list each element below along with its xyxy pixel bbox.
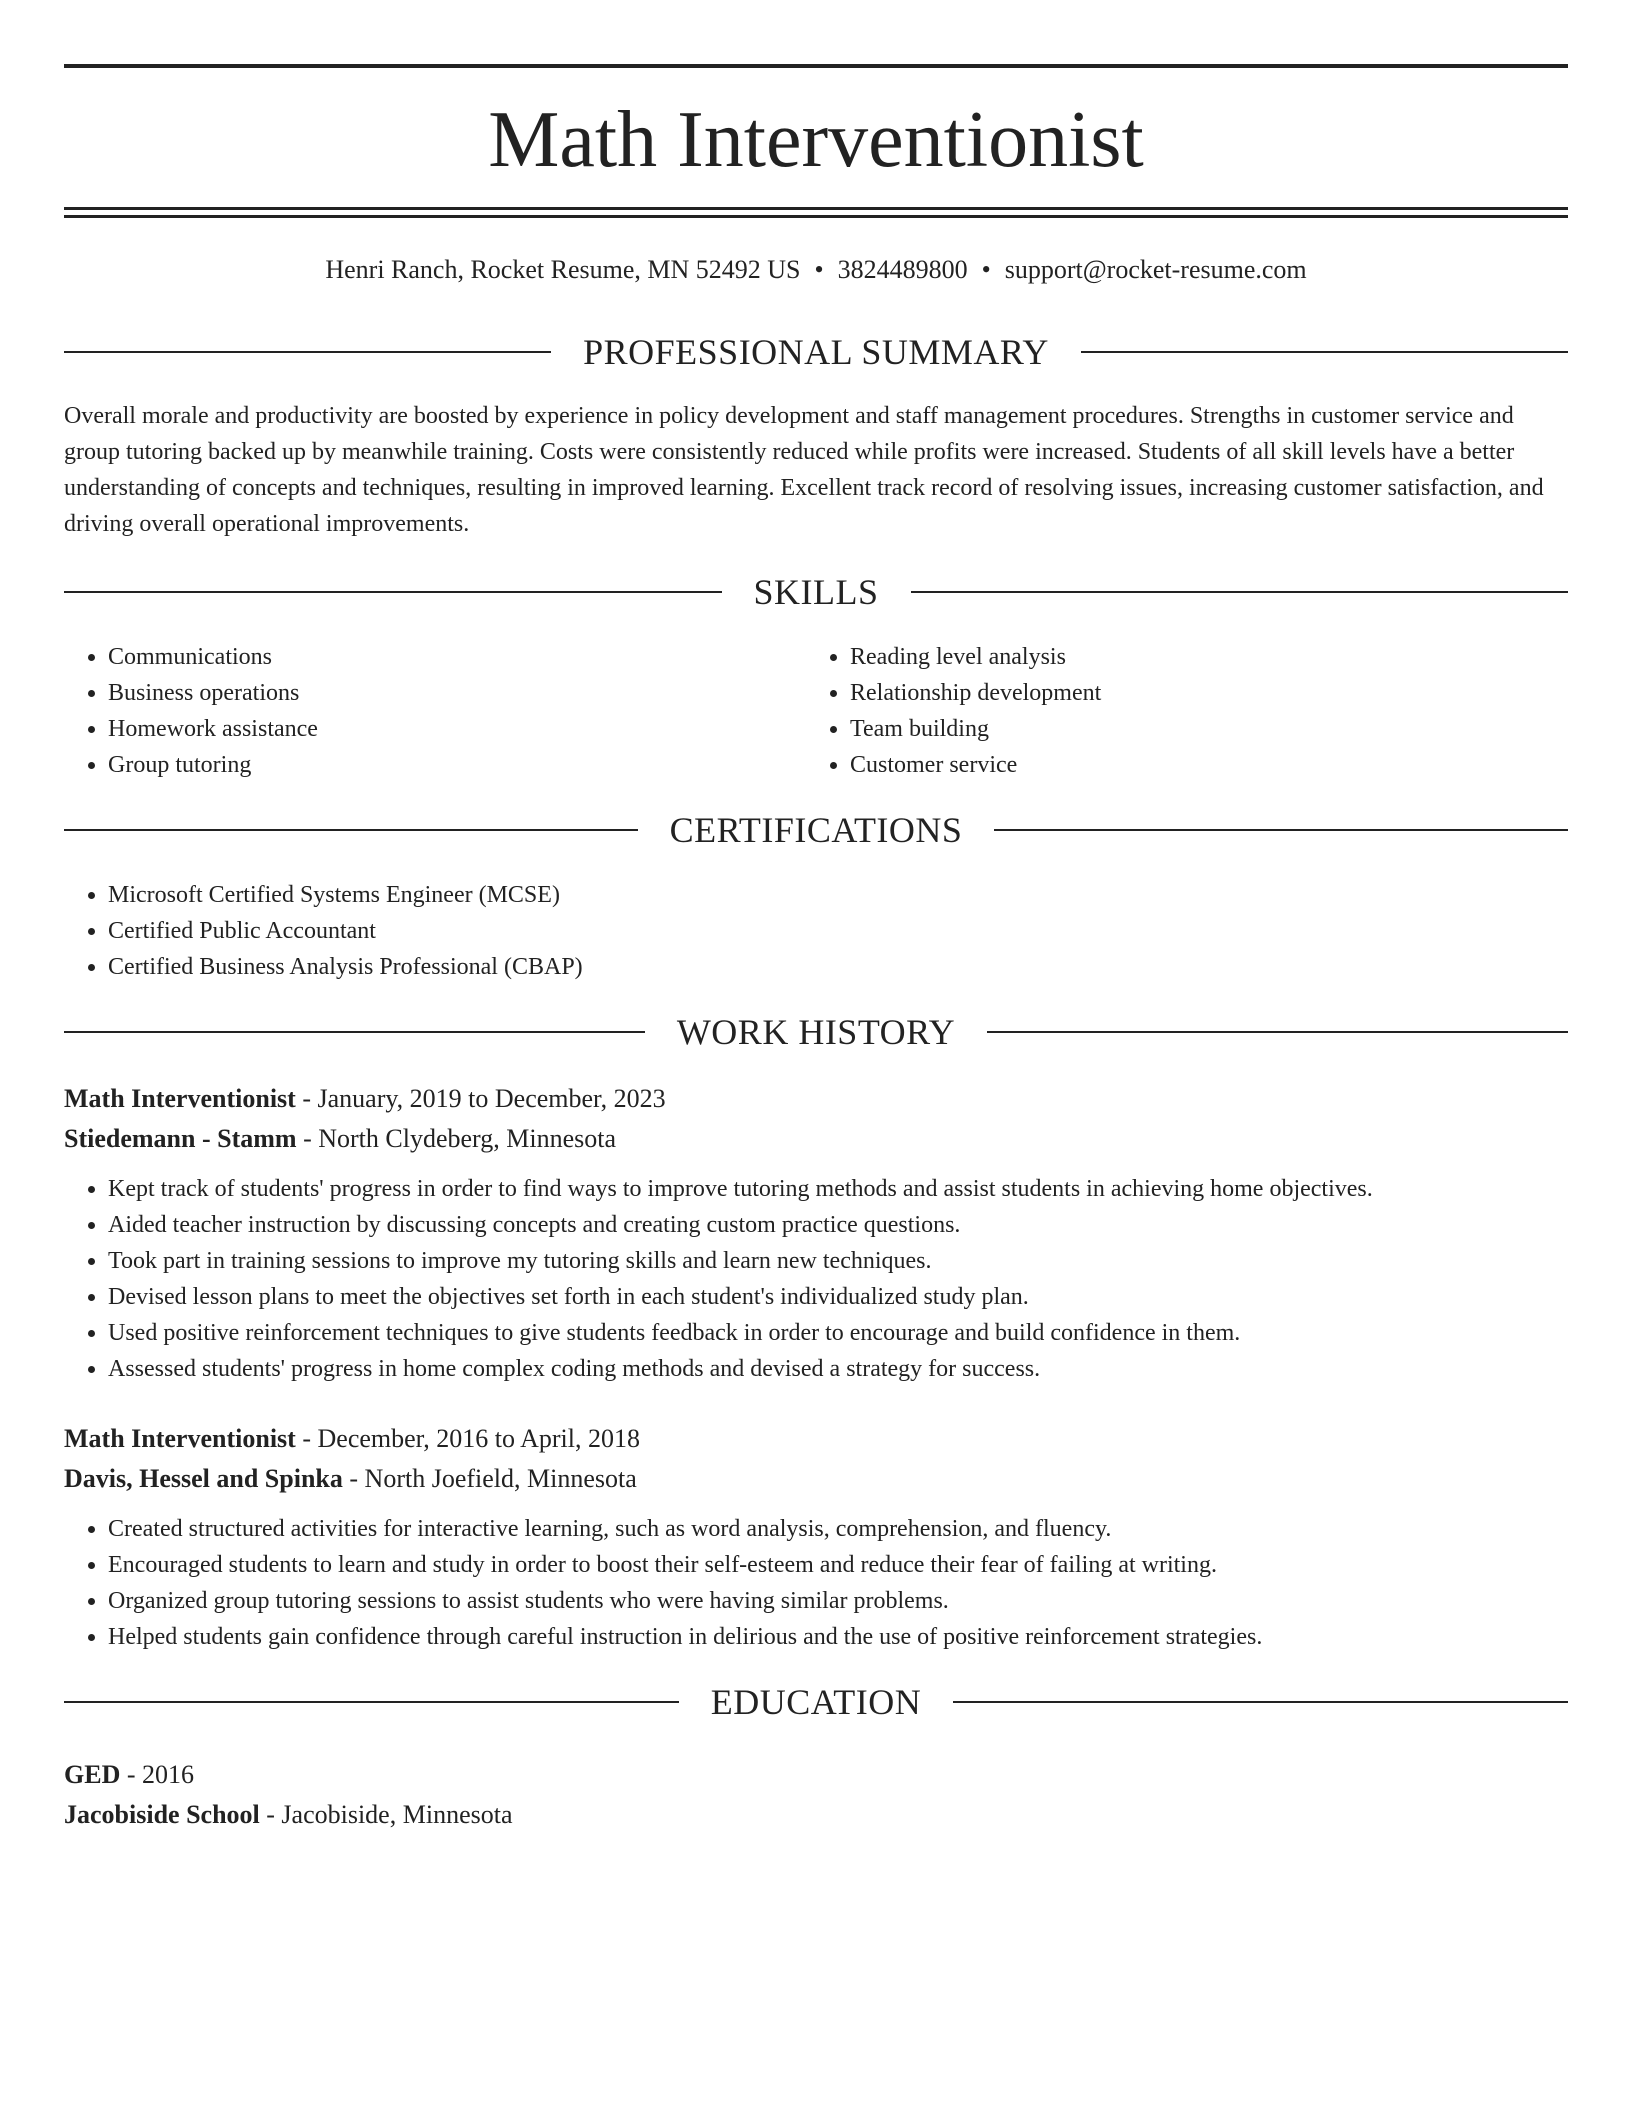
job-entry: [64, 1079, 1568, 1387]
section-heading-work-history: [64, 1008, 1568, 1056]
contact-separator: •: [814, 255, 824, 284]
job-title-line: [64, 1079, 1568, 1119]
education-year: 2016: [142, 1760, 195, 1789]
contact-email: support@rocket-resume.com: [1004, 255, 1307, 284]
job-bullet: • Aided teacher instruction by discussing concepts and creating custom practice questions.: [108, 1207, 1568, 1243]
heading-rule-right: [994, 829, 1568, 831]
education-degree: GED: [64, 1760, 121, 1789]
job-dates: January, 2019 to December, 2023: [317, 1084, 666, 1113]
job-company-line: [64, 1119, 1568, 1159]
education-location: Jacobiside, Minnesota: [281, 1800, 513, 1829]
section-heading-skills: [64, 568, 1568, 616]
job-dates: December, 2016 to April, 2018: [317, 1424, 640, 1453]
job-bullet: • Devised lesson plans to meet the objectives set forth in each student's individualized study plan.: [108, 1279, 1568, 1315]
heading-rule-left: [64, 1701, 679, 1703]
certification-item: • Certified Business Analysis Professional (CBAP): [108, 949, 1568, 985]
heading-rule-left: [64, 351, 551, 353]
education-school: Jacobiside School: [64, 1800, 260, 1829]
heading-rule-right: [953, 1701, 1568, 1703]
heading-rule-left: [64, 591, 722, 593]
contact-address: Henri Ranch, Rocket Resume, MN 52492 US: [325, 255, 801, 284]
skill-item: • Reading level analysis: [850, 639, 1546, 675]
section-heading-summary: [64, 328, 1568, 376]
job-title-line: [64, 1419, 1568, 1459]
job-company: Stiedemann - Stamm: [64, 1124, 297, 1153]
job-bullet: • Encouraged students to learn and study in order to boost their self-esteem and reduce their fear of failing at writing.: [108, 1547, 1568, 1583]
section-title: WORK HISTORY: [676, 1012, 956, 1052]
dash: -: [295, 1424, 318, 1453]
job-company: Davis, Hessel and Spinka: [64, 1464, 343, 1493]
job-bullets: [64, 1511, 1568, 1655]
header-top-rule: [64, 64, 1568, 68]
job-bullets: [64, 1171, 1568, 1387]
heading-rule-left: [64, 1031, 645, 1033]
certification-item: • Certified Public Accountant: [108, 913, 1568, 949]
contact-separator: •: [981, 255, 991, 284]
certification-item: • Microsoft Certified Systems Engineer (MCSE): [108, 877, 1568, 913]
skills-column-right: [806, 639, 1546, 783]
skill-item: • Team building: [850, 711, 1546, 747]
job-location: North Clydeberg, Minnesota: [318, 1124, 616, 1153]
dash: -: [259, 1800, 282, 1829]
job-bullet: • Created structured activities for interactive learning, such as word analysis, comprehension, and fluency.: [108, 1511, 1568, 1547]
dash: -: [296, 1124, 319, 1153]
job-bullet: • Organized group tutoring sessions to assist students who were having similar problems.: [108, 1583, 1568, 1619]
section-heading-education: [64, 1678, 1568, 1726]
section-title: EDUCATION: [710, 1682, 922, 1722]
education-entry: [64, 1755, 1568, 1835]
heading-rule-right: [911, 591, 1569, 593]
contact-line: [64, 252, 1568, 288]
section-heading-certifications: [64, 806, 1568, 854]
section-title: SKILLS: [753, 572, 879, 612]
dash: -: [295, 1084, 318, 1113]
job-location: North Joefield, Minnesota: [364, 1464, 637, 1493]
header-double-rule-upper: [64, 207, 1568, 210]
skill-item: • Customer service: [850, 747, 1546, 783]
job-bullet: • Took part in training sessions to improve my tutoring skills and learn new techniques.: [108, 1243, 1568, 1279]
heading-rule-right: [1081, 351, 1568, 353]
job-title: Math Interventionist: [64, 1424, 296, 1453]
section-title: PROFESSIONAL SUMMARY: [583, 332, 1049, 372]
skill-item: • Communications: [108, 639, 804, 675]
summary-text: Overall morale and productivity are boosted by experience in policy development and staff management procedures. Strengths in customer service and group tutoring backed up by meanwhile training. Costs were consistently reduced while profits were increased. Students of all skill levels have a better understanding of concepts and techniques, resulting in improved learning. Excellent track record of resolving issues, increasing customer satisfaction, and driving overall operational improvements.: [64, 403, 1544, 537]
certifications-list: [64, 877, 1568, 985]
education-degree-line: [64, 1755, 1568, 1795]
header-double-rule-lower: [64, 215, 1568, 218]
job-bullet: • Assessed students' progress in home complex coding methods and devised a strategy for success.: [108, 1351, 1568, 1387]
dash: -: [120, 1760, 143, 1789]
skill-item: • Homework assistance: [108, 711, 804, 747]
skills-column-left: [64, 639, 804, 783]
job-bullet: • Used positive reinforcement techniques to give students feedback in order to encourage and build confidence in them.: [108, 1315, 1568, 1351]
heading-rule-right: [987, 1031, 1568, 1033]
skill-item: • Relationship development: [850, 675, 1546, 711]
contact-phone: 3824489800: [837, 255, 968, 284]
job-bullet: • Kept track of students' progress in order to find ways to improve tutoring methods and assist students in achieving home objectives.: [108, 1171, 1568, 1207]
resume-title: Math Interventionist: [488, 96, 1144, 184]
skill-item: • Business operations: [108, 675, 804, 711]
job-title: Math Interventionist: [64, 1084, 296, 1113]
dash: -: [342, 1464, 365, 1493]
heading-rule-left: [64, 829, 638, 831]
job-entry: [64, 1419, 1568, 1655]
education-school-line: [64, 1795, 1568, 1835]
job-company-line: [64, 1459, 1568, 1499]
skill-item: • Group tutoring: [108, 747, 804, 783]
job-bullet: • Helped students gain confidence through careful instruction in delirious and the use of positive reinforcement strategies.: [108, 1619, 1568, 1655]
section-title: CERTIFICATIONS: [669, 810, 963, 850]
